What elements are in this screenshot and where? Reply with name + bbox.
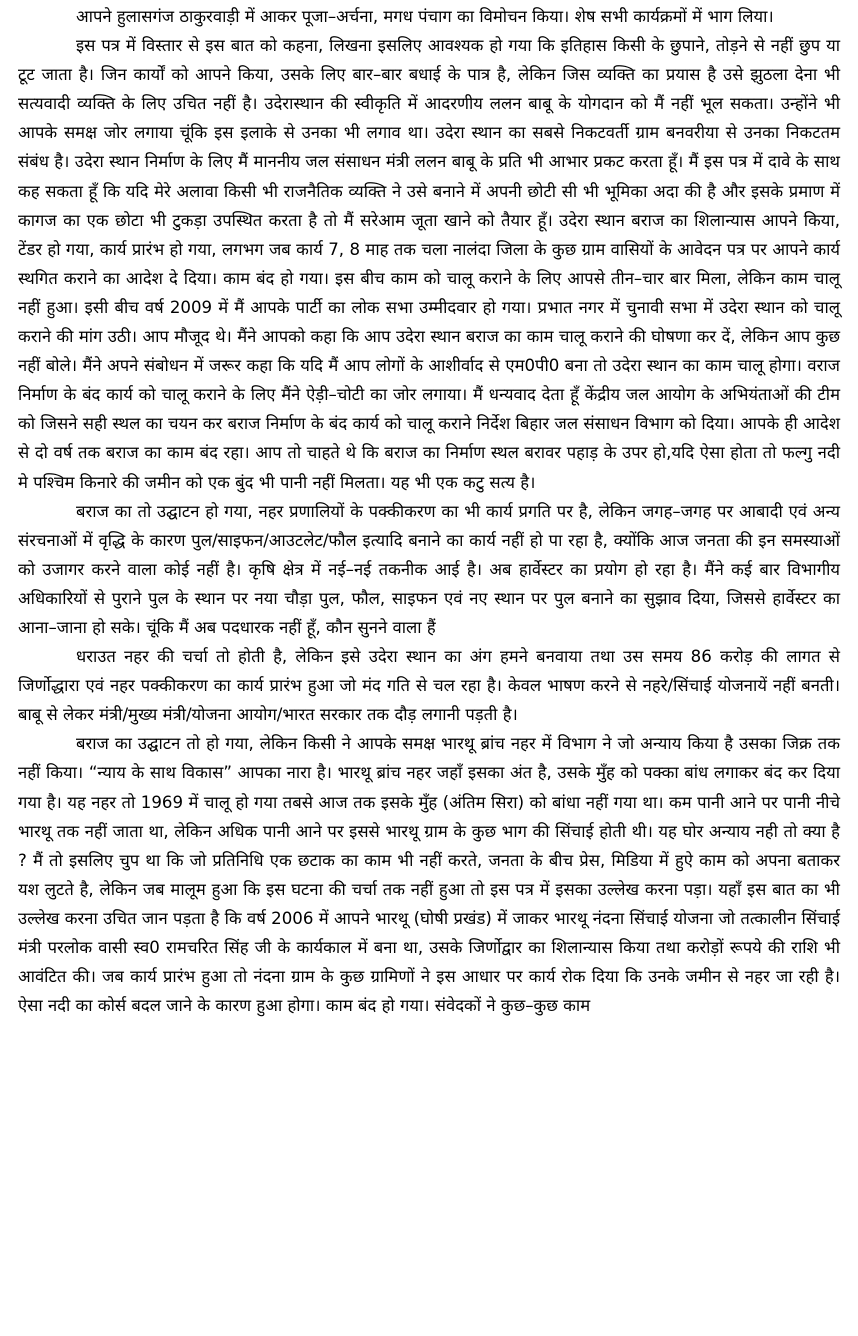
paragraph-1: आपने हुलासगंज ठाकुरवाड़ी में आकर पूजा–अर्चना, मगध पंचाग का विमोचन किया। शेष सभी कार्यक्रमों में भाग लिया। (76, 7, 774, 26)
paragraph-4: धराउत नहर की चर्चा तो होती है, लेकिन इसे उदेरा स्थान का अंग हमने बनवाया तथा उस समय 86 करोड़ की लागत से जिर्णोद्धारा एवं नहर पक्कीकरण का कार्य प्रारंभ हुआ जो मंद गति से चल रहा है। केवल भाषण करने से नहरे/सिंचाई योजनायें नहीं बनती। बाबू से लेकर मंत्री/मुख्य मंत्री/योजना आयोग/भारत सरकार तक दौड़ लगानी पड़ती है। (18, 647, 840, 725)
paragraph-5: बराज का उद्घाटन तो हो गया, लेकिन किसी ने आपके समक्ष भारथू ब्रांच नहर में विभाग ने जो अन्याय किया है उसका जिक्र तक नहीं किया। “न्याय के साथ विकास” आपका नारा है। भारथू ब्रांच नहर जहाँ इसका अंत है, उसके मुँह को पक्का बांध लगाकर बंद कर दिया गया है। यह नहर तो 1969 में चालू हो गया तबसे आज तक इसके मुँह (अंतिम सिरा) को बांधा नहीं गया था। कम पानी आने पर पानी नीचे भारथू तक नहीं जाता था, लेकिन अधिक पानी आने पर इससे भारथू ग्राम के कुछ भाग की सिंचाई होती थी। यह घोर अन्याय नही तो क्या है ? मैं तो इसलिए चुप था कि जो प्रतिनिधि एक छटाक का काम भी नहीं करते, जनता के बीच प्रेस, मिडिया में हुऐ काम को अपना बताकर यश लुटते है, लेकिन जब मालूम हुआ कि इस घटना की चर्चा तक नहीं हुआ तो इस पत्र में इसका उल्लेख करना पड़ा। यहाँ इस बात का भी उल्लेख करना उचित जान पड़ता है कि वर्ष 2006 में आपने भारथू (घोषी प्रखंड) में जाकर भारथू नंदना सिंचाई योजना जो तत्कालीन सिंचाई मंत्री परलोक वासी स्व0 रामचरित सिंह जी के कार्यकाल में बना था, उसके जिर्णोद्वार का शिलान्यास किया तथा करोड़ों रूपये की राशि भी आवंटित की। जब कार्य प्रारंभ हुआ तो नंदना ग्राम के कुछ ग्रामिणों ने इस आधार पर कार्य रोक दिया कि उनके जमीन से नहर जा रही है। ऐसा नदी का कोर्स बदल जाने के कारण हुआ होगा। काम बंद हो गया। संवेदकों ने कुछ–कुछ काम (18, 734, 840, 1016)
paragraph-2: इस पत्र में विस्तार से इस बात को कहना, लिखना इसलिए आवश्यक हो गया कि इतिहास किसी के छुपाने, तोड़ने से नहीं छुप या टूट जाता है। जिन कार्यों को आपने किया, उसके लिए बार–बार बधाई के पात्र है, लेकिन जिस व्यक्ति का प्रयास है उसे झुठला देना भी सत्यवादी व्यक्ति के लिए उचित नहीं है। उदेरास्थान की स्वीकृति में आदरणीय ललन बाबू के योगदान को मैं नहीं भूल सकता। उन्होंने भी आपके समक्ष जोर लगाया चूंकि इस इलाके से उनका भी लगाव था। उदेरा स्थान का सबसे निकटवर्ती ग्राम बनवरीया से उनका निकटतम संबंध है। उदेरा स्थान निर्माण के लिए मैं माननीय जल संसाधन मंत्री ललन बाबू के प्रति भी आभार प्रकट करता हूँ। मैं इस पत्र में दावे के साथ कह सकता हूँ कि यदि मेरे अलावा किसी भी राजनैतिक व्यक्ति ने उसे बनाने में अपनी छोटी सी भी भूमिका अदा की है और इसके प्रमाण में कागज का एक छोटा भी टुकड़ा उपस्थित करता है तो मैं सरेआम जूता खाने को तैयार हूँ। उदेरा स्थान बराज का शिलान्यास आपने किया, टेंडर हो गया, कार्य प्रारंभ हो गया, लगभग जब कार्य 7, 8 माह तक चला नालंदा जिला के कुछ ग्राम वासियों के आवेदन पत्र पर आपने कार्य स्थगित कराने का आदेश दे दिया। काम बंद हो गया। इस बीच काम को चालू कराने के लिए आपसे तीन–चार बार मिला, लेकिन काम चालू नहीं हुआ। इसी बीच वर्ष 2009 में मैं आपके पार्टी का लोक सभा उम्मीदवार हो गया। प्रभात नगर में चुनावी सभा में उदेरा स्थान को चालू कराने की मांग उठी। आप मौजूद थे। मैंने आपको कहा कि आप उदेरा स्थान बराज का काम चालू कराने की घोषणा कर दें, लेकिन आप कुछ नहीं बोले। मैंने अपने संबोधन में जरूर कहा कि यदि मैं आप लोगों के आशीर्वाद से एम0पी0 बना तो उदेरा स्थान का काम चालू होगा। वराज निर्माण के बंद कार्य को चालू कराने के लिए मैंने ऐड़ी–चोटी का जोर लगाया। मैं धन्यवाद देता हूँ केंद्रीय जल आयोग के अभियंताओं की टीम को जिसने सही स्थल का चयन कर बराज निर्माण के बंद कार्य को चालू कराने निर्देश बिहार जल संसाधन विभाग को दिया। आपके ही आदेश से दो वर्ष तक बराज का काम बंद रहा। आप तो चाहते थे कि बराज का निर्माण स्थल बरावर पहाड़ के उपर हो,यदि ऐसा होता तो फल्गु नदी मे पश्चिम किनारे की जमीन को एक बुंद भी पानी नहीं मिलता। यह भी एक कटु सत्य है। (18, 36, 840, 492)
paragraph-3: बराज का तो उद्घाटन हो गया, नहर प्रणालियों के पक्कीकरण का भी कार्य प्रगति पर है, लेकिन जगह–जगह पर आबादी एवं अन्य संरचनाओं में वृद्धि के कारण पुल/साइफन/आउटलेट/फौल इत्यादि बनाने का कार्य नहीं हो पा रहा है, क्योंकि आज जनता की इन समस्याओं को उजागर करने वाला कोई नहीं है। कृषि क्षेत्र में नई–नई तकनीक आई है। अब हार्वेस्टर का प्रयोग हो रहा है। मैंने कई बार विभागीय अधिकारियों से पुराने पुल के स्थान पर नया चौड़ा पुल, फौल, साइफन एवं नए स्थान पर पुल बनाने का सुझाव दिया, जिससे हार्वेस्टर का आना–जाना हो सके। चूंकि मैं अब पदधारक नहीं हूँ, कौन सुनने वाला हैं (18, 501, 840, 637)
